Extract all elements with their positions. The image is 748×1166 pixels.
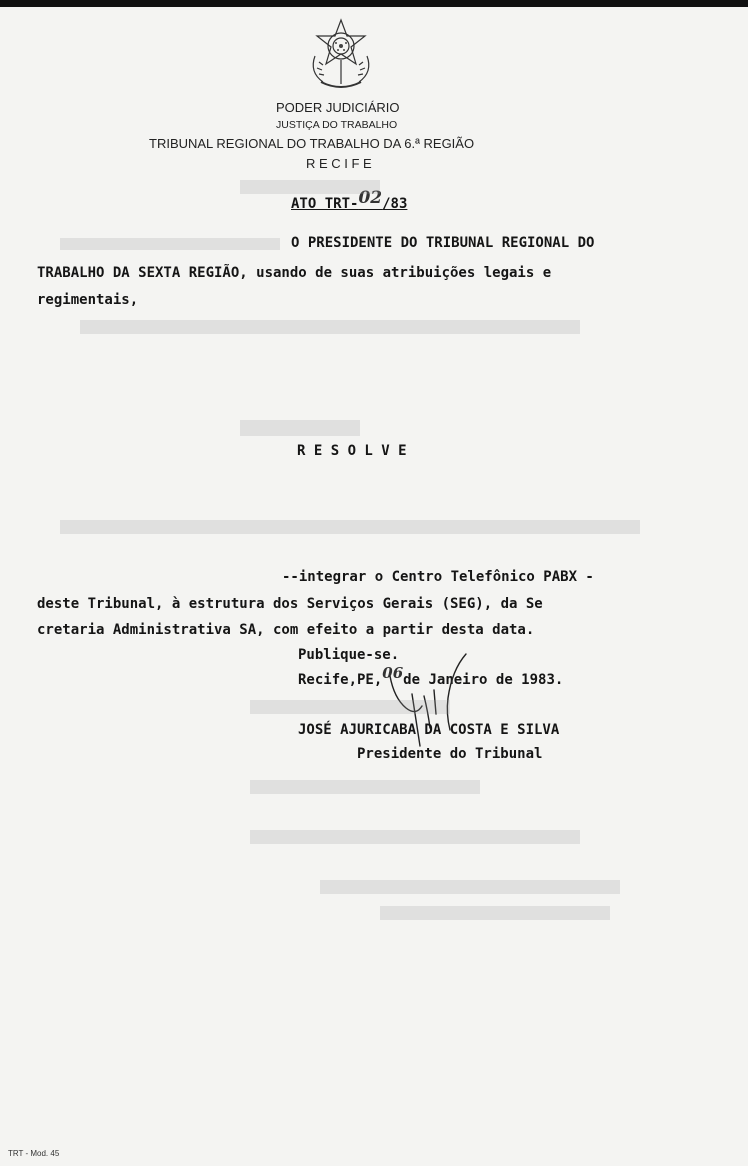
body-line-3: cretaria Administrativa SA, com efeito a partir desta data. (37, 622, 535, 638)
bleed-through-block-3 (80, 320, 580, 334)
body-line-2: deste Tribunal, à estrutura dos Serviços Gerais (SEG), da Se (37, 596, 543, 612)
bleed-through-block-7 (250, 780, 480, 794)
date-prefix: Recife,PE, (298, 672, 383, 688)
act-suffix: /83 (382, 196, 408, 212)
resolve-heading: R E S O L V E (297, 443, 407, 459)
signatory-title: Presidente do Tribunal (357, 746, 543, 762)
form-code: TRT - Mod. 45 (8, 1149, 60, 1158)
header-line-city: R E C I F E (306, 156, 372, 171)
preamble-line-2: TRABALHO DA SEXTA REGIÃO, usando de suas atribuições legais e (37, 265, 552, 281)
bleed-through-block-9 (320, 880, 620, 894)
bleed-through-block-2 (60, 238, 280, 250)
preamble-line-1: O PRESIDENTE DO TRIBUNAL REGIONAL DO (291, 235, 595, 251)
act-prefix: ATO TRT- (291, 196, 359, 212)
preamble-line-3: regimentais, (37, 292, 139, 308)
scan-top-edge (0, 0, 748, 7)
act-number-handwritten: 02 (358, 188, 383, 208)
bleed-through-block-4 (240, 420, 360, 436)
act-number (291, 188, 408, 213)
date-suffix: de Janeiro de 1983. (403, 672, 564, 688)
bleed-through-block-6 (250, 700, 450, 714)
header-line-tribunal: TRIBUNAL REGIONAL DO TRABALHO DA 6.ª REGIÃO (149, 136, 475, 151)
publish-line: Publique-se. (298, 647, 400, 663)
header-line-labor-justice: JUSTIÇA DO TRABALHO (276, 119, 398, 131)
bleed-through-block-1 (240, 180, 380, 194)
signatory-name: JOSÉ AJURICABA DA COSTA E SILVA (298, 722, 560, 738)
bleed-through-block-8 (250, 830, 580, 844)
body-line-1: --integrar o Centro Telefônico PABX - (282, 569, 594, 585)
date-day-handwritten: 06 (382, 664, 404, 682)
coat-of-arms-seal (305, 16, 377, 92)
header-line-judiciary: PODER JUDICIÁRIO (276, 100, 400, 115)
bleed-through-block-10 (380, 906, 610, 920)
bleed-through-block-5 (60, 520, 640, 534)
